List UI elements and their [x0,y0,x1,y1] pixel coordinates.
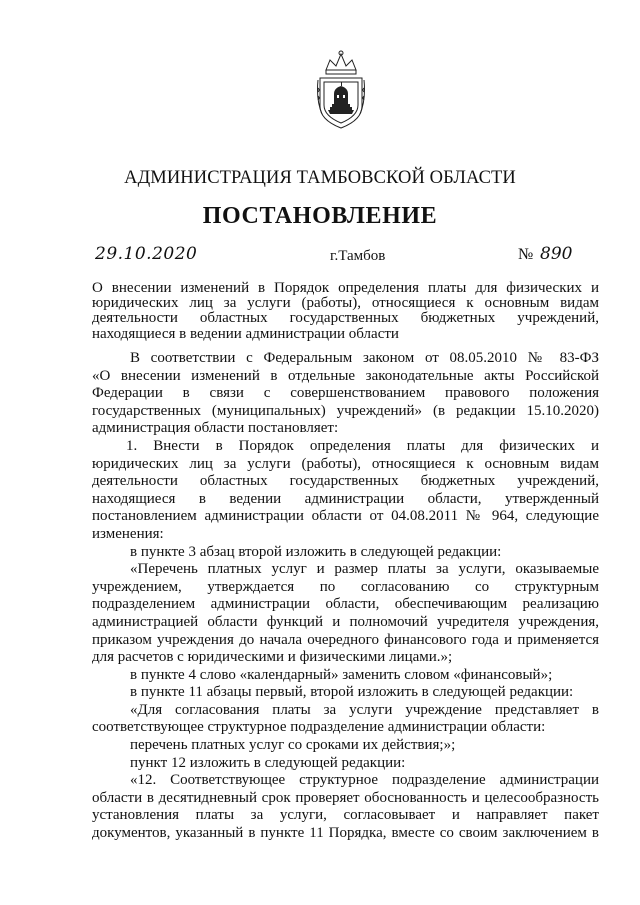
body-line: документов, указанный в пункте 11 Порядка, вместе со своим заключением в [92,825,599,842]
body-line: юридических лиц за услуги (работы), относящиеся к основным видам [92,455,599,472]
body-line: учреждением, утверждается по согласованию со структурным [92,578,599,595]
body-line: в пункте 3 абзац второй изложить в следующей редакции: [130,543,502,560]
title-line: деятельности областных государственных бюджетных учреждений, [92,310,599,327]
body-line: области в десятидневный срок проверяет обоснованность и целесообразность [92,789,599,806]
document-body [92,350,599,843]
body-line: государственных (муниципальных) учреждений» (в редакции 15.10.2020) [92,402,599,419]
body-line: подразделением администрации области, обеспечивающим реализацию [92,596,599,613]
body-line: деятельности областных государственных бюджетных учреждений, [92,473,599,490]
body-line: 1. Внести в Порядок определения платы для физических и [126,437,599,454]
body-line: соответствующее структурное подразделение администрации области: [92,719,546,736]
number-sign: № [518,246,534,263]
title-line: находящиеся в ведении администрации области [92,325,399,342]
resolution-title [92,281,599,342]
body-line: изменения: [92,525,164,542]
body-line: администрация области постановляет: [92,420,339,437]
body-line: перечень платных услуг со сроками их действия;»; [130,737,456,754]
body-line: В соответствии с Федеральным законом от 08.05.2010 № 83-ФЗ [130,350,599,366]
body-line: «Перечень платных услуг и размер платы за услуги, оказываемые [130,561,599,578]
body-line: Федерации в связи с совершенствованием правового положения [92,385,599,402]
title-line: О внесении изменений в Порядок определения платы для физических и [92,280,599,296]
body-line: пункт 12 изложить в следующей редакции: [130,754,406,771]
body-line: установления платы за услуги, согласовывает и направляет пакет [92,807,599,824]
handwritten-date: 29.10.2020 [95,244,198,264]
body-line: «12. Соответствующее структурное подразделение администрации [130,772,599,789]
body-line: для расчетов с юридическими и физическими лицами.»; [92,649,453,666]
handwritten-number: 890 [540,244,573,264]
coat-of-arms-emblem [316,48,366,130]
body-line: в пункте 4 слово «календарный» заменить словом «финансовый»; [130,666,553,683]
title-line: юридических лиц за услуги (работы), относящиеся к основным видам [92,295,599,312]
body-line: приказом учреждения до начала очередного финансового года и применяется [92,631,599,648]
body-line: «О внесении изменений в отдельные законодательные акты Российской [92,367,599,384]
body-line: администрацией области функций и полномочий учредителя учреждения, [92,613,599,630]
body-line: «Для согласования платы за услуги учреждение представляет в [130,701,599,718]
body-line: находящиеся в ведении администрации области, утвержденный [92,490,599,507]
document-type-heading: ПОСТАНОВЛЕНИЕ [202,203,438,229]
body-line: постановлением администрации области от 04.08.2011 № 964, следующие [92,508,599,525]
city-label: г.Тамбов [330,248,386,264]
organization-name: АДМИНИСТРАЦИЯ ТАМБОВСКОЙ ОБЛАСТИ [124,168,516,188]
body-line: в пункте 11 абзацы первый, второй изложить в следующей редакции: [130,684,574,701]
